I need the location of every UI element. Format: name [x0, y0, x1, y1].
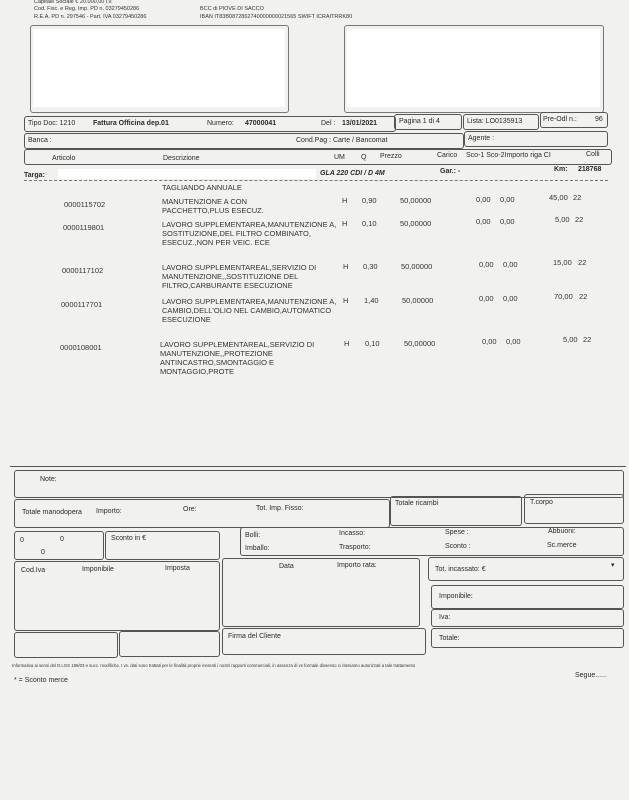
row-sco1: 0,00 [476, 195, 491, 204]
row-um: H [342, 219, 348, 228]
rate-box [222, 558, 420, 627]
col-descrizione: Descrizione [163, 155, 200, 162]
abbuoni-label: Abbuoni: [548, 528, 576, 535]
imponibile-label: Imponibile: [439, 593, 473, 600]
preodl-value: 96 [595, 116, 603, 123]
vehicle-model: GLA 220 CDI / D 4M [320, 170, 385, 177]
bank-name: BCC di PIOVE DI SACCO [200, 6, 264, 12]
importo-rata-label: Importo rata: [337, 562, 377, 569]
sconto-label: Sconto : [445, 543, 471, 550]
tcorpo-label: T.corpo [530, 499, 553, 506]
section-title: TAGLIANDO ANNUALE [162, 183, 242, 192]
totale-label: Totale: [439, 635, 460, 642]
row-descrizione: LAVORO SUPPLEMENTAREA,MANUTENZIONE A, CAMBIO,DELL'OLIO NEL CAMBIO,AUTOMATICO ESECUZIONE [162, 297, 337, 324]
importo-label: Importo: [96, 508, 122, 515]
banca-label: Banca : [28, 137, 52, 144]
row-q: 0,10 [362, 219, 377, 228]
garanzia-label: Gar.: - [440, 168, 461, 175]
sconto-in-label: Sconto in € [111, 535, 147, 542]
row-ci: 22 [578, 258, 587, 267]
ore-label: Ore: [183, 506, 197, 513]
row-um: H [343, 296, 349, 305]
row-sco2: 0,00 [500, 217, 515, 226]
row-prezzo: 50,00000 [402, 296, 434, 305]
row-sco1: 0,00 [476, 217, 491, 226]
redacted-targa [58, 169, 316, 179]
tot-imp-fisso-label: Tot. Imp. Fisso: [256, 505, 304, 512]
sender-address-box [30, 25, 289, 113]
row-sco2: 0,00 [500, 195, 515, 204]
zeros-box [14, 531, 104, 560]
company-rea: R.E.A. PD n. 297546 - Part. IVA 03279450286 [34, 14, 147, 20]
lista-number: Lista: LO0135913 [467, 118, 523, 125]
row-q: 0,90 [362, 196, 377, 205]
col-sconti-importo: Sco-1 Sco-2Importo riga CI [466, 152, 551, 159]
row-sco2: 0,00 [503, 260, 518, 269]
redacted-area [33, 29, 285, 107]
payment-terms: Cond.Pag : Carte / Bancomat [296, 137, 388, 144]
doc-fattura: Fattura Officina dep.01 [93, 120, 169, 127]
row-sco2: 0,00 [506, 337, 521, 346]
row-prezzo: 50,00000 [404, 339, 436, 348]
note-label: Note: [40, 476, 57, 483]
row-prezzo: 50,00000 [400, 219, 432, 228]
row-articolo: 0000119801 [63, 223, 105, 232]
row-um: H [343, 262, 349, 271]
bolli-label: Bolli: [245, 532, 261, 539]
row-ci: 22 [575, 215, 584, 224]
row-q: 0,10 [365, 339, 380, 348]
agente-label: Agente : [468, 135, 495, 142]
imponibile-col-label: Imponibile [82, 566, 114, 573]
row-sco1: 0,00 [479, 294, 494, 303]
company-fiscal-code: Cod. Fisc. e Reg. Imp. PD n. 03279450286 [34, 6, 140, 12]
row-articolo: 0000115702 [64, 200, 106, 209]
iva-label: Iva: [439, 614, 451, 621]
row-descrizione: LAVORO SUPPLEMENTAREAL,SERVIZIO DI MANUTENZIONE,,PROTEZIONE ANTINCASTRO,SMONTAGGIO E MONTAGGIO,PROTE [160, 340, 315, 376]
totale-ricambi-label: Totale ricambi [395, 500, 439, 507]
row-importo: 45,00 [549, 193, 568, 202]
col-carico: Carico [437, 152, 458, 159]
zero-value: 0 [41, 549, 45, 556]
iva-box [431, 609, 624, 627]
data-label: Data [279, 563, 294, 570]
row-ci: 22 [583, 335, 592, 344]
doc-date-label: Del : [321, 120, 336, 127]
bank-iban: IBAN IT83B0872862740000000021565 SWIFT ICRAITRRK80 [200, 14, 353, 20]
row-ci: 22 [579, 292, 588, 301]
signature-cell [119, 631, 220, 657]
zero-value: 0 [20, 537, 24, 544]
redacted-area [347, 29, 600, 107]
row-ci: 22 [573, 193, 582, 202]
company-capital: Capitale Sociale € 20.000,00 i.v. [34, 0, 113, 5]
doc-date: 13/01/2021 [342, 120, 378, 127]
col-prezzo: Prezzo [380, 153, 402, 160]
spese-label: Spese : [445, 529, 469, 536]
row-importo: 15,00 [553, 258, 572, 267]
vehicle-separator [24, 180, 608, 181]
targa-label: Targa: [24, 172, 45, 179]
row-sco1: 0,00 [482, 337, 497, 346]
trasporto-label: Trasporto: [339, 544, 371, 551]
dropdown-arrow-icon: ▾ [611, 562, 615, 569]
row-um: H [342, 196, 348, 205]
km-value: 218768 [578, 166, 602, 173]
banca-box [24, 133, 464, 149]
sconto-merce-note: * = Sconto merce [14, 677, 68, 684]
totale-manodopera-label: Totale manodopera [22, 509, 82, 516]
imballo-label: Imballo: [245, 545, 270, 552]
sc-merce-label: Sc.merce [547, 542, 577, 549]
imposta-col-label: Imposta [165, 565, 190, 572]
row-prezzo: 50,00000 [401, 262, 433, 271]
row-articolo: 0000117102 [62, 266, 104, 275]
preodl-label: Pre-Odl n.: [543, 116, 577, 123]
row-um: H [344, 339, 350, 348]
incasso-label: Incasso: [339, 530, 366, 537]
col-articolo: Articolo [52, 155, 76, 162]
km-label: Km: [554, 166, 568, 173]
zero-value: 0 [60, 536, 64, 543]
privacy-notice: Informativa ai sensi del D.LGS 196/03 e succ. modifiche. I vs. dati sono trattati per le finalità proprie inerenti i nostri rapporti commerciali, in assenza di vs formale dissenso ci riteniamo autorizzati a tale trattamento [12, 663, 416, 668]
signature-cell [14, 632, 118, 658]
col-q: Q [361, 154, 367, 161]
cod-iva-label: Cod.Iva [21, 567, 46, 574]
segue-label: Segue...... [575, 672, 607, 679]
tot-incassato-label: Tot. incassato: € [435, 566, 486, 573]
row-sco2: 0,00 [503, 294, 518, 303]
footer-top-line [10, 466, 626, 467]
doc-number-label: Numero: [207, 120, 234, 127]
row-importo: 5,00 [563, 335, 578, 344]
col-colli: Colli [586, 151, 600, 158]
page-number: Pagina 1 di 4 [399, 118, 440, 125]
doc-type: Tipo Doc: 1210 [28, 120, 76, 127]
row-q: 1,40 [364, 296, 379, 305]
recipient-address-box [344, 25, 604, 113]
row-descrizione: LAVORO SUPPLEMENTAREA,MANUTENZIONE A, SOSTITUZIONE,DEL FILTRO COMBINATO, ESECUZ.,NON PER VEIC. ECE [162, 220, 337, 247]
firma-cliente-label: Firma del Cliente [228, 633, 281, 640]
row-articolo: 0000117701 [61, 300, 103, 309]
row-q: 0,30 [363, 262, 378, 271]
doc-number: 47000041 [245, 120, 277, 127]
col-um: UM [334, 154, 345, 161]
row-descrizione: MANUTENZIONE A CON PACCHETTO,PLUS ESECUZ. [162, 197, 264, 215]
row-prezzo: 50,00000 [400, 196, 432, 205]
row-sco1: 0,00 [479, 260, 494, 269]
row-importo: 70,00 [554, 292, 573, 301]
row-articolo: 0000108001 [60, 343, 102, 352]
row-descrizione: LAVORO SUPPLEMENTAREAL,SERVIZIO DI MANUTENZIONE,,SOSTITUZIONE DEL FILTRO,CARBURANTE ESECUZIONE [162, 263, 317, 290]
row-importo: 5,00 [555, 215, 570, 224]
